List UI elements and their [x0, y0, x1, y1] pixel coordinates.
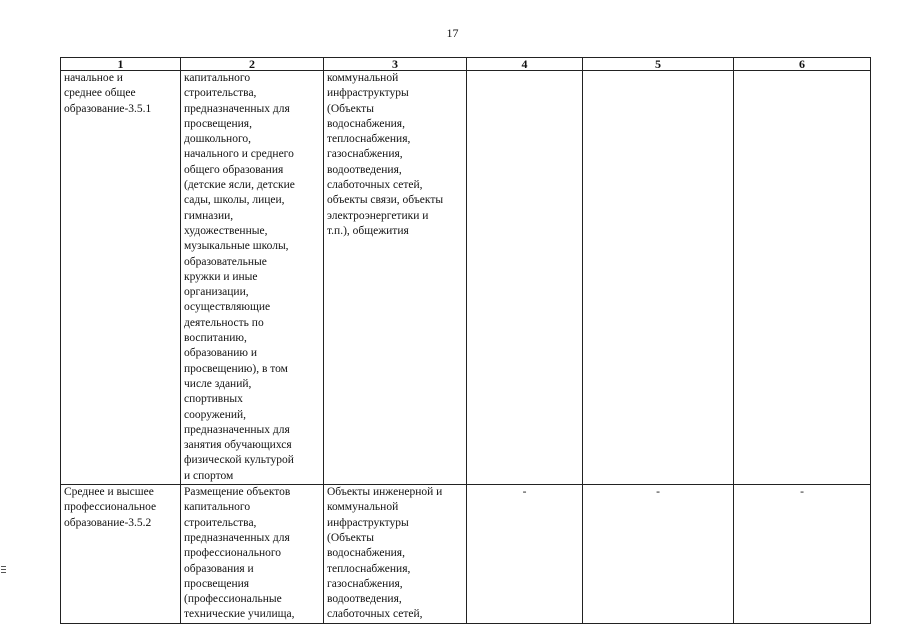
- column-header-2: 2: [181, 58, 324, 71]
- cell-text: Размещение объектов капитального строительства, предназначенных для профессионального образования и просвещения (профессиональные технические училища,: [184, 486, 295, 621]
- document-table: [60, 57, 871, 624]
- column-header-6: 6: [734, 58, 871, 71]
- cell-text: Объекты инженерной и коммунальной инфраструктуры (Объекты водоснабжения, теплоснабжения, газоснабжения, водоотведения, слаботочных сетей,: [327, 486, 443, 621]
- column-header-5: 5: [583, 58, 734, 71]
- table-header-row: [61, 58, 871, 71]
- column-header-1: 1: [61, 58, 181, 71]
- cell-text: начальное и среднее общее образование-3.5.1: [64, 72, 152, 115]
- table-cell: [583, 71, 734, 485]
- cell-text: -: [522, 486, 527, 499]
- table-cell: [324, 485, 467, 624]
- table-cell: [324, 71, 467, 485]
- table-cell: [734, 71, 871, 485]
- page-number: 17: [446, 26, 459, 40]
- cell-text: коммунальной инфраструктуры (Объекты водоснабжения, теплоснабжения, газоснабжения, водоотведения, слаботочных сетей, объекты связи, объекты электроэнергетики и т.п.), общежития: [327, 72, 444, 237]
- table-cell: [734, 485, 871, 624]
- table-cell: [467, 71, 583, 485]
- column-header-3: 3: [324, 58, 467, 71]
- table-cell: [181, 71, 324, 485]
- table-cell: [467, 485, 583, 624]
- table-cell: [583, 485, 734, 624]
- cell-text: -: [800, 486, 804, 499]
- table-row: [61, 485, 871, 624]
- column-header-4: 4: [467, 58, 583, 71]
- cell-text: Среднее и высшее профессиональное образование-3.5.2: [64, 486, 157, 529]
- table-cell: [181, 485, 324, 624]
- binding-mark: [1, 566, 6, 578]
- table-row: [61, 71, 871, 485]
- cell-text: капитального строительства, предназначенных для просвещения, дошкольного, начального и среднего общего образования (детские ясли, детские сады, школы, лицеи, гимназии, художественные, музыкальные школы, образовательные кружки и иные организации, осуществляющие деятельность по воспитанию, образованию и просвещению), в том числе зданий, спортивных сооружений, предназначенных для занятия обучающихся физической культурой и спортом: [184, 72, 295, 482]
- table-cell: [61, 71, 181, 485]
- cell-text: -: [656, 486, 660, 499]
- table-cell: [61, 485, 181, 624]
